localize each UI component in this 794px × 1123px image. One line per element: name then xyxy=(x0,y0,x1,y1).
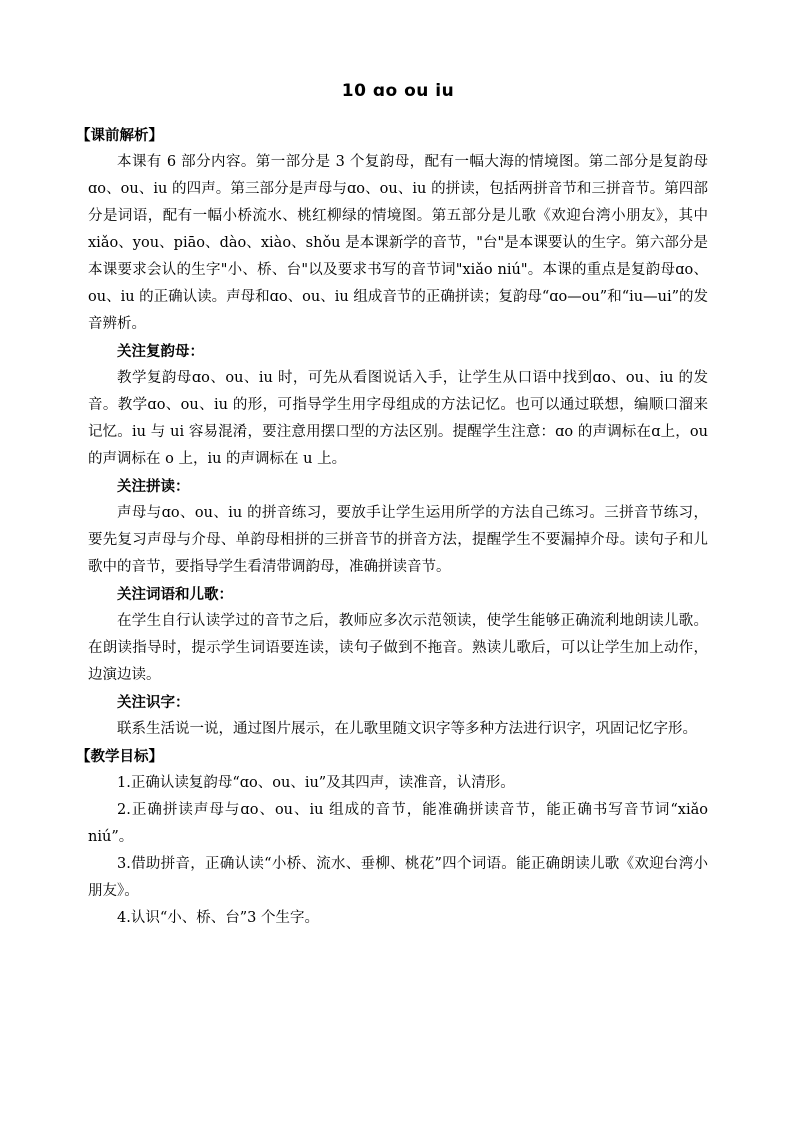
teaching-goal-item: 1.正确认读复韵母“ɑo、ou、iu”及其四声，读准音，认清形。 xyxy=(117,775,515,791)
teaching-goal-item: 4.认识“小、桥、台”3 个生字。 xyxy=(117,910,319,926)
spelling-paragraph: 声母与ɑo、ou、iu 的拼音练习，要放手让学生运用所学的方法自己练习。三拼音节练习，要先复习声母与介母、单韵母相拼的三拼音节的拼音方法，提醒学生不要漏掉介母。读句子和儿歌中的音节，要指导学生看清带调韵母，准确拼读音节。 xyxy=(88,505,708,575)
section-heading-teaching-goals: 【教学目标】 xyxy=(76,748,163,765)
words-and-songs-paragraph: 在学生自行认读学过的音节之后，教师应多次示范领读，使学生能够正确流利地朗读儿歌。在朗读指导时，提示学生词语要连读，读句子做到不拖音。熟读儿歌后，可以让学生加上动作，边演边读。 xyxy=(88,613,708,683)
lesson-title: 10 ɑo ou iu xyxy=(341,81,455,101)
document-page xyxy=(76,80,708,932)
teaching-goal-item: 2.正确拼读声母与ɑo、ou、iu 组成的音节，能准确拼读音节，能正确书写音节词“xiǎo niú”。 xyxy=(88,802,708,845)
teaching-goal-item: 3.借助拼音，正确认读“小桥、流水、垂柳、桃花”四个词语。能正确朗读儿歌《欢迎台湾小朋友》。 xyxy=(88,856,708,899)
subheading-compound-finals: 关注复韵母： xyxy=(117,343,204,360)
subheading-character-recognition: 关注识字： xyxy=(117,694,190,711)
compound-finals-paragraph: 教学复韵母ɑo、ou、iu 时，可先从看图说话入手，让学生从口语中找到ɑo、ou、iu 的发音。教学ɑo、ou、iu 的形，可指导学生用字母组成的方法记忆。也可以通过联想，编顺口溜来记忆。iu 与 ui 容易混淆，要注意用摆口型的方法区别。提醒学生注意：ɑo 的声调标在ɑ上，ou 的声调标在 o 上，iu 的声调标在 u 上。 xyxy=(88,370,708,467)
section-heading-pre-class-analysis: 【课前解析】 xyxy=(76,127,163,144)
subheading-words-and-songs: 关注词语和儿歌： xyxy=(117,586,233,603)
character-recognition-paragraph: 联系生活说一说，通过图片展示，在儿歌里随文识字等多种方法进行识字，巩固记忆字形。 xyxy=(117,721,697,737)
pre-class-analysis-paragraph: 本课有 6 部分内容。第一部分是 3 个复韵母，配有一幅大海的情境图。第二部分是复韵母ɑo、ou、iu 的四声。第三部分是声母与ɑo、ou、iu 的拼读，包括两拼音节和三拼音节。第四部分是词语，配有一幅小桥流水、桃红柳绿的情境图。第五部分是儿歌《欢迎台湾小朋友》，其中 xiǎo、you、piāo、dào、xiào、shǒu 是本课新学的音节，"台"是本课要认的生字。第六部分是本课要求会认的生字"小、桥、台"以及要求书写的音节词"xiǎo niú"。本课的重点是复韵母ɑo、ou、iu 的正确认读。声母和ɑo、ou、iu 组成音节的正确拼读；复韵母“ɑo—ou”和“iu—ui”的发音辨析。 xyxy=(88,154,708,332)
subheading-spelling: 关注拼读： xyxy=(117,478,190,495)
